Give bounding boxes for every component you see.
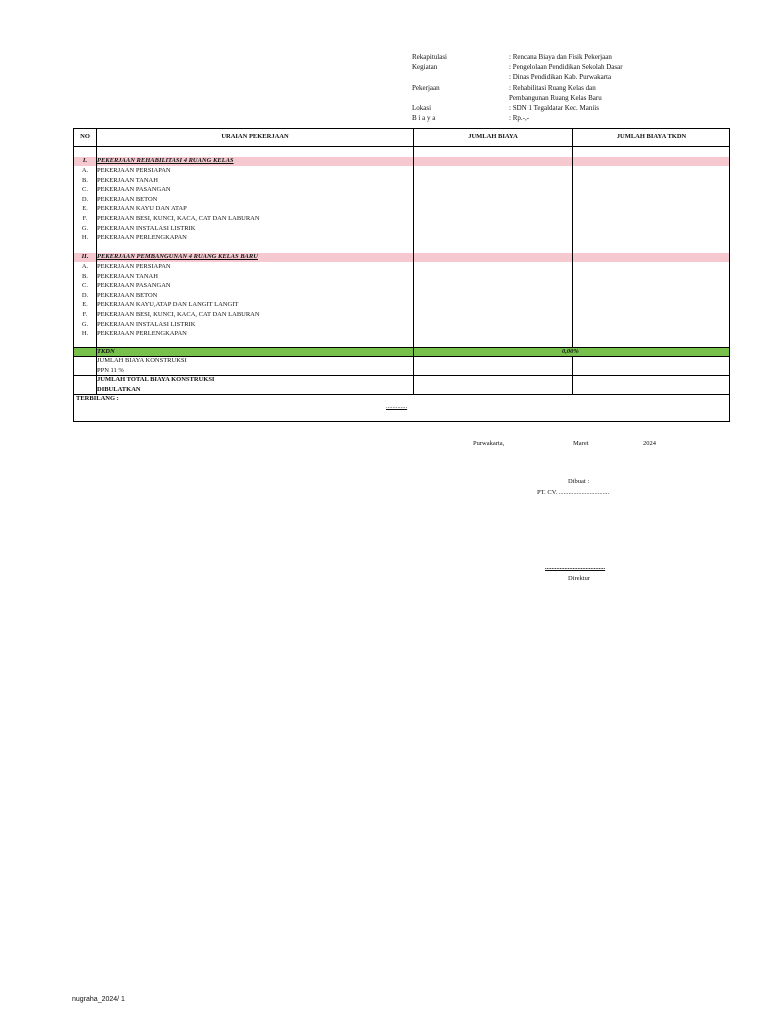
table-row: [74, 329, 414, 339]
table-row: [74, 214, 414, 224]
item-label: PEKERJAAN PERLENGKAPAN: [97, 234, 187, 242]
table-row: [74, 195, 414, 205]
item-number: G.: [81, 320, 89, 328]
cost-table: [73, 128, 730, 422]
item-number: D.: [81, 291, 89, 299]
document-header: [412, 52, 709, 123]
header-value: : SDN 1 Tegaldatar Kec. Maniis: [509, 104, 599, 113]
terbilang-value: .............: [386, 403, 408, 410]
item-number: A.: [81, 167, 89, 174]
item-label: PEKERJAAN INSTALASI LISTRIK: [97, 224, 196, 232]
row-divider: [74, 146, 729, 147]
tkdn-label: TKDN: [97, 348, 115, 355]
item-label: PEKERJAAN PERSIAPAN: [97, 167, 171, 174]
header-row: [412, 93, 709, 103]
item-label: PEKERJAAN PASANGAN: [97, 282, 171, 290]
header-row: [412, 103, 709, 113]
item-label: PEKERJAAN TANAH: [97, 272, 158, 280]
item-label: PEKERJAAN PERSIAPAN: [97, 263, 171, 270]
item-number: H.: [81, 234, 89, 242]
table-row: [74, 166, 414, 176]
table-row: [74, 185, 414, 195]
table-row: [74, 224, 414, 234]
item-label: PEKERJAAN PASANGAN: [97, 186, 171, 194]
header-value: : Pengelolaan Pendidikan Sekolah Dasar: [509, 63, 623, 72]
item-number: C.: [82, 186, 88, 194]
table-row: [74, 262, 414, 272]
tkdn-value: 0,00%: [562, 348, 579, 355]
header-row: [412, 72, 709, 82]
header-value: : Rehabilitasi Ruang Kelas dan: [509, 83, 596, 92]
table-row: [74, 176, 414, 186]
header-jumlah-biaya-tkdn: JUMLAH BIAYA TKDN: [616, 133, 687, 140]
item-number: H.: [81, 330, 89, 338]
item-label: PEKERJAAN BESI, KUNCI, KACA, CAT DAN LABURAN: [97, 215, 260, 222]
signatory-role: Direktur: [568, 575, 591, 582]
item-label: PEKERJAAN INSTALASI LISTRIK: [97, 320, 196, 328]
table-row: [74, 281, 414, 291]
table-row: [74, 272, 414, 282]
signatory-name-line: .....................................: [545, 564, 606, 571]
section-row: [74, 252, 414, 262]
item-label: PEKERJAAN BETON: [97, 291, 158, 299]
item-number: G.: [81, 224, 89, 232]
item-label: PEKERJAAN KAYU DAN ATAP: [97, 205, 187, 213]
header-value: : Rencana Biaya dan Fisik Pekerjaan: [509, 53, 612, 61]
signature-place: Purwakarta,: [473, 440, 505, 447]
table-row: [74, 300, 414, 310]
header-jumlah-biaya: JUMLAH BIAYA: [468, 133, 518, 140]
item-label: PEKERJAAN PERLENGKAPAN: [97, 330, 187, 338]
page-footer: nugraha_2024/ 1: [72, 996, 125, 1003]
header-label: B i a y a: [412, 114, 436, 123]
jumlah-total-label: JUMLAH TOTAL BIAYA KONSTRUKSI: [97, 376, 215, 383]
table-row: [74, 204, 414, 214]
dibuat-label: Dibuat :: [568, 478, 590, 485]
terbilang-label: TERBILANG :: [76, 395, 119, 402]
dibulatkan-label: DIBULATKAN: [97, 385, 141, 393]
tkdn-band: [74, 347, 729, 356]
item-label: PEKERJAAN BESI, KUNCI, KACA, CAT DAN LABURAN: [97, 311, 260, 318]
header-label: [412, 93, 509, 103]
header-label: Pekerjaan: [412, 83, 440, 92]
header-value: : Dinas Pendidikan Kab. Purwakarta: [509, 73, 612, 82]
row-divider: [74, 347, 729, 348]
item-label: PEKERJAAN TANAH: [97, 176, 158, 184]
col-divider: [572, 129, 573, 347]
header-value: : Rp.-,-: [509, 114, 530, 123]
section-title: PEKERJAAN REHABILITASI 4 RUANG KELAS: [97, 157, 234, 164]
header-value: Pembangunan Ruang Kelas Baru: [509, 93, 602, 102]
header-label: Kegiatan: [412, 63, 438, 72]
signature-year: 2024: [643, 440, 656, 447]
item-number: F.: [82, 311, 88, 318]
table-row: [74, 320, 414, 330]
header-no: NO: [80, 133, 90, 140]
ppn-label: PPN 11 %: [97, 366, 124, 374]
item-label: PEKERJAAN KAYU,ATAP DAN LANGIT LANGIT: [97, 301, 239, 309]
header-label: Lokasi: [412, 104, 432, 113]
jumlah-biaya-konstruksi-label: JUMLAH BIAYA KONSTRUKSI: [97, 357, 187, 364]
header-label: Rekapitulasi: [412, 53, 447, 61]
item-number: E.: [82, 205, 88, 213]
item-number: D.: [81, 195, 89, 203]
header-row: [412, 52, 709, 62]
item-number: F.: [82, 215, 88, 222]
item-number: E.: [82, 301, 88, 309]
table-row: [74, 233, 414, 243]
item-number: C.: [82, 282, 88, 290]
table-row: [74, 310, 414, 320]
header-row: [412, 113, 709, 123]
item-number: B.: [82, 176, 88, 184]
header-row: [412, 62, 709, 72]
section-row: [74, 156, 414, 166]
company-line: PT. CV. ...............................: [537, 489, 610, 496]
section-number: I.: [82, 157, 88, 164]
header-label: [412, 72, 509, 82]
item-number: A.: [81, 263, 89, 270]
item-label: PEKERJAAN BETON: [97, 195, 158, 203]
table-row: [74, 291, 414, 301]
section-title: PEKERJAAN PEMBANGUNAN 4 RUANG KELAS BARU: [97, 253, 258, 260]
signature-month: Maret: [573, 440, 589, 447]
section-number: II.: [81, 253, 89, 260]
row-divider: [74, 394, 729, 395]
header-row: [412, 83, 709, 93]
header-uraian: URAIAN PEKERJAAN: [221, 133, 289, 140]
item-number: B.: [82, 272, 88, 280]
